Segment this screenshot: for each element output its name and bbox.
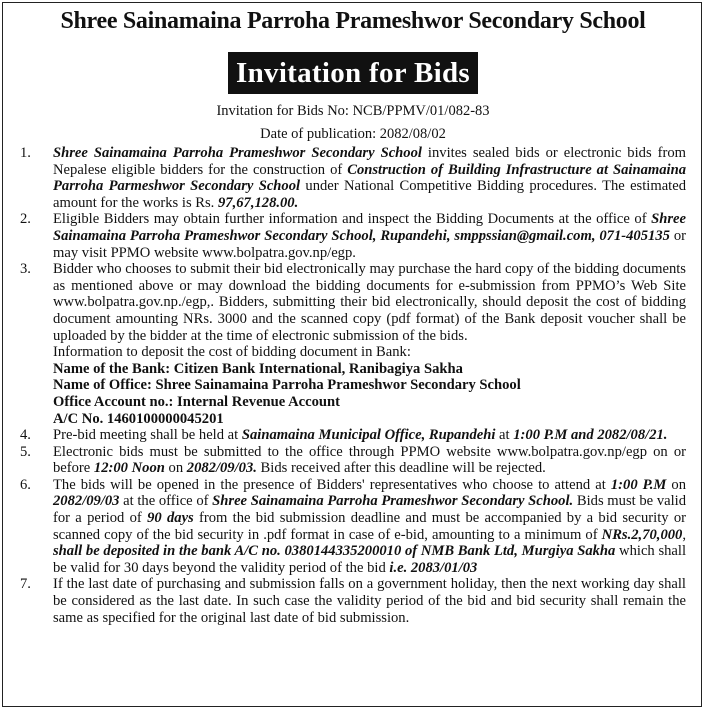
- prebid-venue: Sainamaina Municipal Office, Rupandehi: [241, 427, 496, 444]
- clause-1: [20, 145, 686, 211]
- clause-6: [20, 477, 686, 577]
- bid-number: Invitation for Bids No: NCB/PPMV/01/082-83: [216, 103, 490, 119]
- text-run: ,: [682, 526, 686, 543]
- text-run: Eligible Bidders may obtain further information and inspect the Bidding Documents at the office of: [53, 211, 652, 228]
- text-run: invites sealed bids or electronic bids from Nepalese eligible bidders for the construction of: [53, 145, 686, 178]
- opening-date: 2082/09/03: [53, 493, 120, 510]
- clause-text: [53, 427, 686, 444]
- clause-number: 3.: [20, 261, 31, 278]
- validity-days: 90 days: [147, 510, 194, 527]
- text-run: at the office of: [119, 493, 213, 510]
- clause-number: 6.: [20, 476, 31, 493]
- text-run: The bids will be opened in the presence of Bidders' representatives who choose to attend at: [53, 476, 611, 493]
- text-run: Electronic bids must be submitted to the office through PPMO website www.bolpatra.gov.np/egp on or before: [53, 443, 686, 477]
- office-name: Name of Office: Shree Sainamaina Parroha Prameshwor Secondary School: [53, 377, 521, 394]
- estimated-amount: 97,67,128.00.: [217, 194, 299, 211]
- opening-time: 1:00 P.M: [610, 476, 667, 493]
- clause-5: [20, 444, 686, 477]
- bid-security-amount: NRs.2,70,000: [601, 526, 683, 543]
- opening-office: Shree Sainamaina Parroha Prameshwor Secondary School.: [212, 493, 574, 510]
- clause-text: [53, 444, 686, 477]
- clause-text: If the last date of purchasing and submission falls on a government holiday, then the next working day shall be considered as the last date. In such case the validity period of the bid and bid security shall remain the same as specified for the original last date of bid submission.: [53, 576, 686, 626]
- clause-number: 1.: [20, 145, 31, 161]
- clause-number: 4.: [20, 427, 31, 444]
- text-run: Pre-bid meeting shall be held at: [53, 427, 242, 444]
- clause-number: 7.: [20, 576, 31, 593]
- clause-7: [20, 576, 686, 626]
- project-name: Construction of Building Infrastructure at Sainamaina Parroha Parmeshwor Secondary School: [53, 161, 686, 195]
- bank-name: Name of the Bank: Citizen Bank International, Ranibagiya Sakha: [53, 360, 463, 377]
- clause-4: [20, 427, 686, 444]
- validity-date: i.e. 2083/01/03: [389, 559, 478, 576]
- text-run: on: [164, 460, 187, 477]
- account-number: A/C No. 1460100000045201: [53, 410, 224, 427]
- bid-clauses: [20, 145, 686, 626]
- text-run: on: [666, 476, 687, 493]
- prebid-time: 1:00 P.M and 2082/08/21.: [513, 427, 668, 444]
- text-run: Bids must be valid for a period of: [53, 493, 687, 527]
- office-contact: Shree Sainamaina Parroha Prameshwor Secondary School, Rupandehi, smppssian@gmail.com, 071-405135: [53, 211, 686, 244]
- publication-date: Date of publication: 2082/08/02: [260, 126, 446, 142]
- text-run: from the bid submission deadline and must be accompanied by a bid security or scanned copy of the bid security in .pdf format in case of e-bid, amounting to a minimum of: [53, 510, 687, 543]
- office-account: Office Account no.: Internal Revenue Account: [53, 393, 340, 410]
- text-run: or may visit PPMO website www.bolpatra.gov.np/egp.: [53, 227, 686, 261]
- deadline-time: 12:00 Noon: [93, 460, 165, 477]
- clause-number: 2.: [20, 211, 31, 228]
- bid-security-bank: shall be deposited in the bank A/C no. 0380144335200010 of NMB Bank Ltd, Murgiya Sakha: [53, 543, 616, 560]
- clause-text: [53, 145, 686, 211]
- clause-text: [53, 477, 686, 577]
- clause-text: [53, 261, 686, 427]
- text-run: Bidder who chooses to submit their bid electronically may purchase the hard copy of the bidding documents as mentioned above or may download the bidding documents for e-submission from PPMO’s Web Site www.bolpatra.gov.np./egp,. Bidders, submitting their bid electronically, should deposit the cost of bidding document amounting NRs. 3000 and the scanned copy (pdf format) of the Bank deposit voucher shall be uploaded by the bidder at the time of electronic submission of the bids.: [53, 261, 686, 344]
- school-name: Shree Sainamaina Parroha Prameshwor Secondary School: [60, 8, 646, 34]
- clause-3: [20, 261, 686, 427]
- text-run: Bids received after this deadline will be rejected.: [256, 460, 546, 477]
- clause-number: 5.: [20, 443, 31, 460]
- banner-wrap: [0, 52, 706, 94]
- text-run: at: [495, 427, 514, 444]
- deadline-date: 2082/09/03.: [186, 460, 257, 477]
- invitation-banner: Invitation for Bids: [228, 52, 478, 94]
- employer-name: Shree Sainamaina Parroha Prameshwor Secondary School: [53, 145, 422, 161]
- text-run: under National Competitive Bidding procedures. The estimated amount for the works is Rs.: [53, 178, 687, 211]
- clause-2: [20, 211, 686, 261]
- bank-info-heading: Information to deposit the cost of bidding document in Bank:: [53, 344, 411, 361]
- text-run: which shall be valid for 30 days beyond the validity period of the bid: [53, 543, 687, 576]
- clause-text: [53, 211, 686, 261]
